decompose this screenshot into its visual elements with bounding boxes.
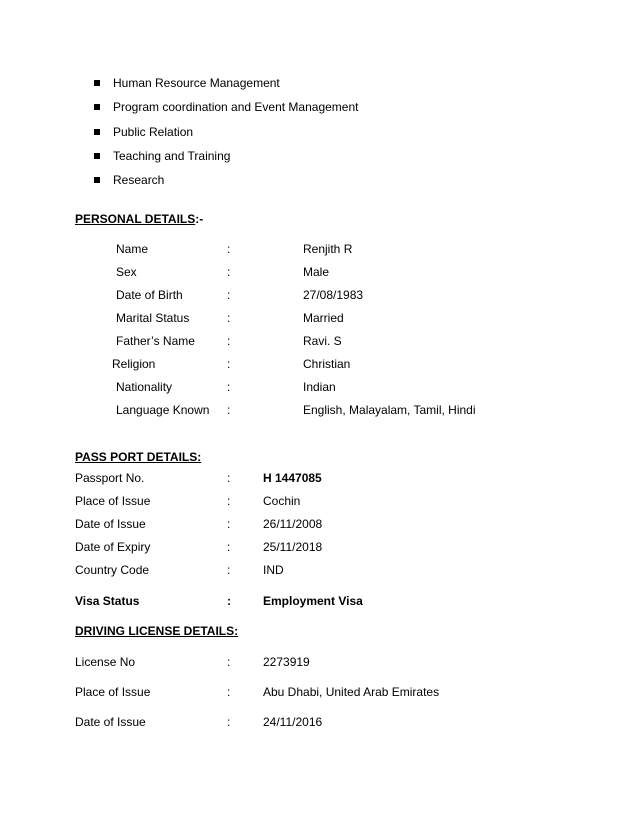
square-bullet-icon — [94, 153, 100, 159]
skill-label: Teaching and Training — [113, 149, 231, 163]
field-value: 25/11/2018 — [263, 540, 323, 554]
field-label: Father’s Name — [116, 334, 195, 348]
field-label: Date of Issue — [75, 517, 146, 531]
field-value: Married — [303, 311, 344, 325]
field-separator: : — [227, 655, 231, 669]
list-item — [94, 172, 164, 188]
list-item — [94, 124, 193, 140]
field-value: H 1447085 — [263, 471, 322, 485]
personal-details-heading — [75, 212, 203, 226]
skill-label: Public Relation — [113, 125, 194, 139]
field-label: Nationality — [116, 380, 173, 394]
field-separator: : — [227, 494, 231, 508]
field-value: Employment Visa — [263, 594, 363, 608]
field-value: English, Malayalam, Tamil, Hindi — [303, 403, 476, 417]
field-separator: : — [227, 715, 231, 729]
skill-label: Research — [113, 173, 165, 187]
field-label: Date of Expiry — [75, 540, 151, 554]
field-value: Abu Dhabi, United Arab Emirates — [263, 685, 440, 699]
square-bullet-icon — [94, 80, 100, 86]
square-bullet-icon — [94, 177, 100, 183]
field-value: IND — [263, 563, 284, 577]
field-label: License No — [75, 655, 136, 669]
field-separator: : — [227, 357, 231, 371]
list-item — [94, 99, 358, 115]
field-separator: : — [227, 380, 231, 394]
skill-label: Program coordination and Event Management — [113, 100, 359, 114]
field-value: Christian — [303, 357, 351, 371]
passport-details-heading: PASS PORT DETAILS: — [75, 450, 202, 464]
list-item — [94, 75, 280, 91]
list-item — [94, 148, 230, 164]
section-heading: PERSONAL DETAILS — [75, 212, 196, 226]
field-label: Date of Issue — [75, 715, 146, 729]
heading-suffix: :- — [195, 212, 204, 226]
field-label: Date of Birth — [116, 288, 183, 302]
field-label: Place of Issue — [75, 685, 151, 699]
field-value: 27/08/1983 — [303, 288, 364, 302]
skill-label: Human Resource Management — [113, 76, 280, 90]
field-separator: : — [227, 403, 231, 417]
field-label: Place of Issue — [75, 494, 151, 508]
field-separator: : — [227, 517, 231, 531]
driving-license-heading: DRIVING LICENSE DETAILS: — [75, 624, 239, 638]
field-separator: : — [227, 265, 231, 279]
field-separator: : — [227, 594, 231, 608]
field-separator: : — [227, 471, 231, 485]
field-separator: : — [227, 540, 231, 554]
field-value: Male — [303, 265, 330, 279]
field-separator: : — [227, 242, 231, 256]
field-label: Passport No. — [75, 471, 145, 485]
field-separator: : — [227, 685, 231, 699]
field-value: Indian — [303, 380, 336, 394]
field-label: Language Known — [116, 403, 210, 417]
square-bullet-icon — [94, 129, 100, 135]
field-separator: : — [227, 334, 231, 348]
field-label: Marital Status — [116, 311, 190, 325]
field-label: Visa Status — [75, 594, 140, 608]
field-separator: : — [227, 288, 231, 302]
field-label: Religion — [112, 357, 156, 371]
field-label: Sex — [116, 265, 137, 279]
field-label: Country Code — [75, 563, 150, 577]
field-value: 2273919 — [263, 655, 310, 669]
square-bullet-icon — [94, 104, 100, 110]
field-separator: : — [227, 563, 231, 577]
field-value: 24/11/2016 — [263, 715, 323, 729]
field-value: Ravi. S — [303, 334, 342, 348]
field-separator: : — [227, 311, 231, 325]
field-value: Renjith R — [303, 242, 353, 256]
field-value: Cochin — [263, 494, 301, 508]
field-label: Name — [116, 242, 149, 256]
field-value: 26/11/2008 — [263, 517, 323, 531]
